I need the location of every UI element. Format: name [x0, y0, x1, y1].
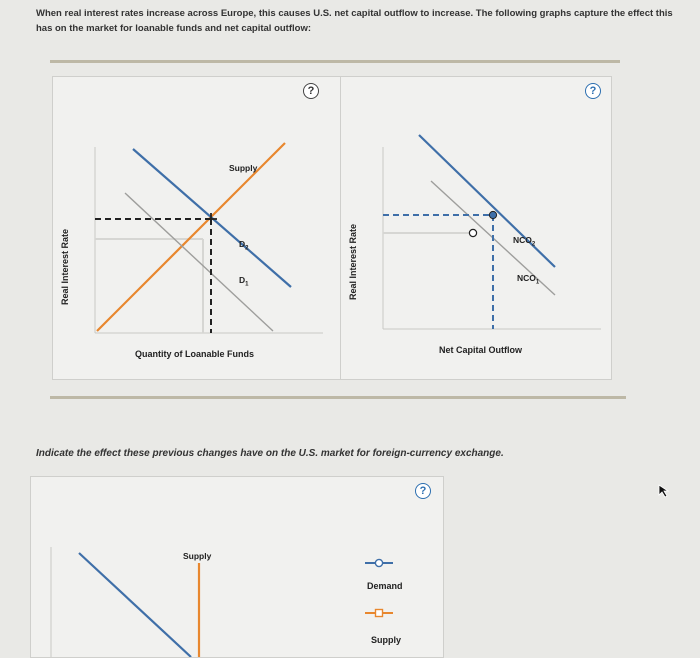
demand-tool-icon[interactable]: [375, 559, 382, 566]
supply-tool-label: Supply: [371, 635, 402, 645]
demand-curve[interactable]: [79, 553, 191, 657]
nco1-label: $NCO_1$: [517, 273, 540, 286]
new-equilibrium-point: [489, 211, 496, 218]
foreign-exchange-panel: [30, 476, 444, 658]
instruction-text: Indicate the effect these previous changes have on the U.S. market for foreign-currency exchange.: [36, 448, 504, 459]
nco2-label: $NCO_2$: [513, 235, 536, 248]
supply-label: Supply: [229, 163, 258, 173]
intro-text: When real interest rates increase across Europe, this causes U.S. net capital outflow to increase. The following graphs capture the effect this has on the market for loanable funds and net capital outflow:: [36, 8, 673, 34]
supply-label: Supply: [183, 551, 212, 561]
nco-graph: [341, 77, 611, 379]
middle-divider: [50, 396, 626, 399]
mouse-cursor-icon: [658, 484, 670, 498]
help-icon[interactable]: ?: [415, 483, 431, 499]
d2-label: $D_2$: [239, 239, 249, 252]
foreign-exchange-graph: [31, 477, 443, 657]
top-divider: [50, 60, 620, 63]
d1-label: $D_1$: [239, 275, 249, 288]
x-axis-label: Quantity of Loanable Funds: [135, 349, 254, 359]
y-axis-label: Real Interest Rate: [60, 228, 70, 306]
loanable-funds-graph: [53, 77, 355, 379]
demand-curve-d1: [125, 193, 273, 331]
help-icon[interactable]: ?: [303, 83, 319, 99]
x-axis-label: Net Capital Outflow: [439, 345, 522, 355]
demand-tool-label: Demand: [367, 581, 403, 591]
net-capital-outflow-panel: [340, 76, 612, 380]
y-axis-label: Real Interest Rate: [348, 223, 358, 301]
supply-tool-icon[interactable]: [376, 610, 383, 617]
help-icon[interactable]: ?: [585, 83, 601, 99]
old-equilibrium-point: [469, 229, 476, 236]
loanable-funds-panel: [52, 76, 356, 380]
